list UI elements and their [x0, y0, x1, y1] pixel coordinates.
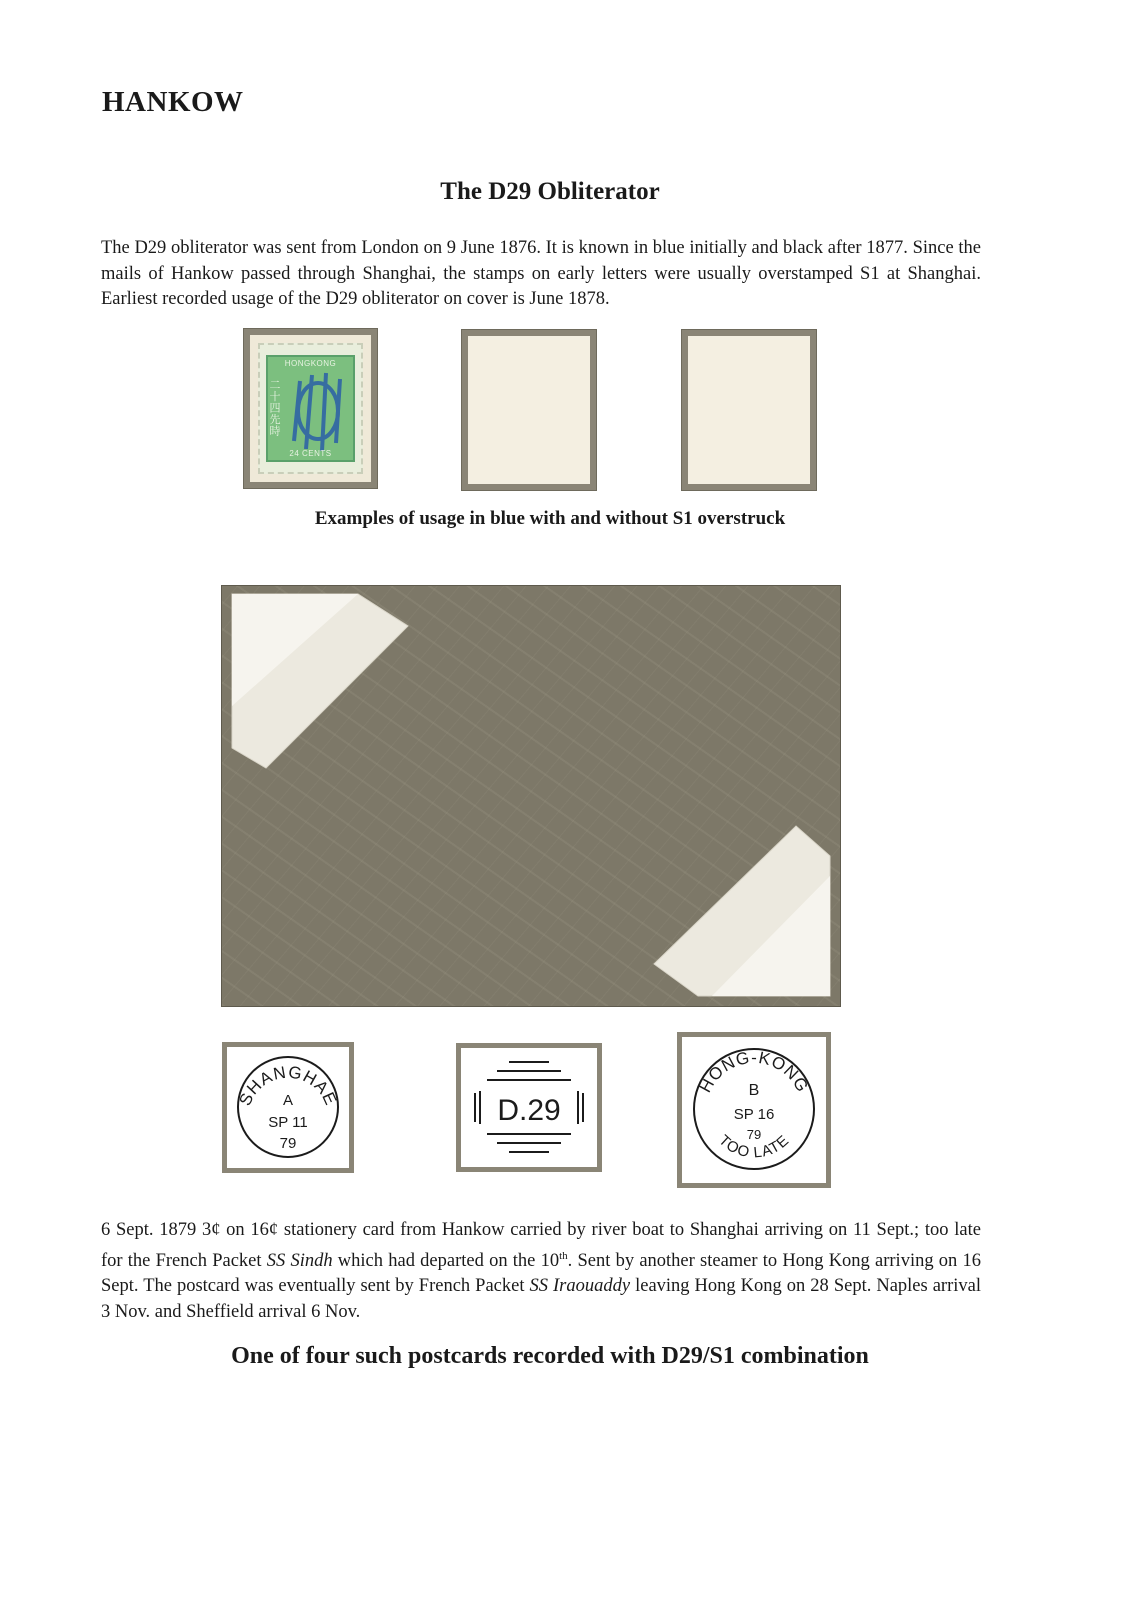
postmark-mount-hongkong	[677, 1032, 831, 1188]
stamp-mount-2	[461, 329, 597, 491]
stamp-side-text: 二十四先時	[268, 379, 281, 437]
page-heading: HANKOW	[102, 86, 244, 118]
postmark-window-hongkong	[682, 1037, 826, 1183]
stamp-mount-3	[681, 329, 817, 491]
shanghai-postmark-name: SHANGHAE	[235, 1062, 341, 1109]
shanghai-postmark	[227, 1047, 349, 1168]
shanghai-postmark-letter: A	[282, 1092, 294, 1109]
section-title: The D29 Obliterator	[440, 178, 660, 205]
stamp-examples-caption: Examples of usage in blue with and without S1 overstruck	[314, 508, 786, 529]
shanghai-postmark-date: SP 11	[268, 1114, 308, 1131]
description-text-1: 6 Sept. 1879 3¢ on 16¢ stationery card from Hankow carried by river boat to Shanghai arriving on 11 Sept.; too late for the French Packet	[101, 1220, 981, 1271]
postmark-window-shanghai	[227, 1047, 349, 1168]
hongkong-postmark-name: HONG-KONG	[695, 1047, 813, 1096]
stamp-bottom-text: 24 CENTS	[289, 449, 332, 458]
stamp-mount-2-window	[468, 336, 590, 484]
description-text-2: which had departed on the 10	[332, 1250, 560, 1271]
ship-name-iraouaddy: SS Iraouaddy	[529, 1276, 631, 1297]
postmark-window-d29	[461, 1048, 597, 1167]
shanghai-postmark-year: 79	[279, 1135, 297, 1152]
final-statement: One of four such postcards recorded with D29/S1 combination	[231, 1343, 869, 1369]
ship-name-sindh: SS Sindh	[266, 1250, 333, 1271]
stamp-design	[266, 355, 355, 462]
blue-cancel-mark	[282, 361, 362, 461]
hongkong-postmark	[682, 1037, 826, 1183]
intro-paragraph: The D29 obliterator was sent from London on 9 June 1876. It is known in blue initially and black after 1877. Since the mails of Hankow passed through Shanghai, the stamps on early letters were usually overstamped S1 at Shanghai. Earliest recorded usage of the D29 obliterator on cover is June 1878.	[101, 238, 981, 309]
postmark-mount-d29	[456, 1043, 602, 1172]
stamp-mount-1	[243, 328, 378, 489]
green-stamp	[258, 343, 363, 474]
d29-text: D.29	[497, 1094, 561, 1127]
description-text-3: . Sent by another steamer to Hong Kong arriving on 16 Sept. The postcard was eventually sent by French Packet	[101, 1250, 982, 1297]
photo-corners	[222, 586, 840, 1006]
stamp-mount-3-window	[688, 336, 810, 484]
postcard-mount-board	[221, 585, 841, 1007]
ordinal-suffix: th	[559, 1249, 568, 1262]
hongkong-postmark-date: SP 16	[733, 1106, 775, 1123]
postcard-description	[101, 1218, 981, 1325]
postmark-mount-shanghai	[222, 1042, 354, 1173]
hongkong-postmark-too-late: TOO LATE	[715, 1131, 793, 1162]
hongkong-postmark-year: 79	[746, 1127, 762, 1142]
description-text-4: leaving Hong Kong on 28 Sept. Naples arrival 3 Nov. and Sheffield arrival 6 Nov.	[101, 1276, 981, 1322]
stamp-mount-1-window	[250, 335, 371, 482]
hongkong-postmark-letter: B	[748, 1082, 760, 1099]
d29-obliterator-mark	[461, 1048, 597, 1167]
stamp-top-text: HONGKONG	[284, 359, 337, 368]
